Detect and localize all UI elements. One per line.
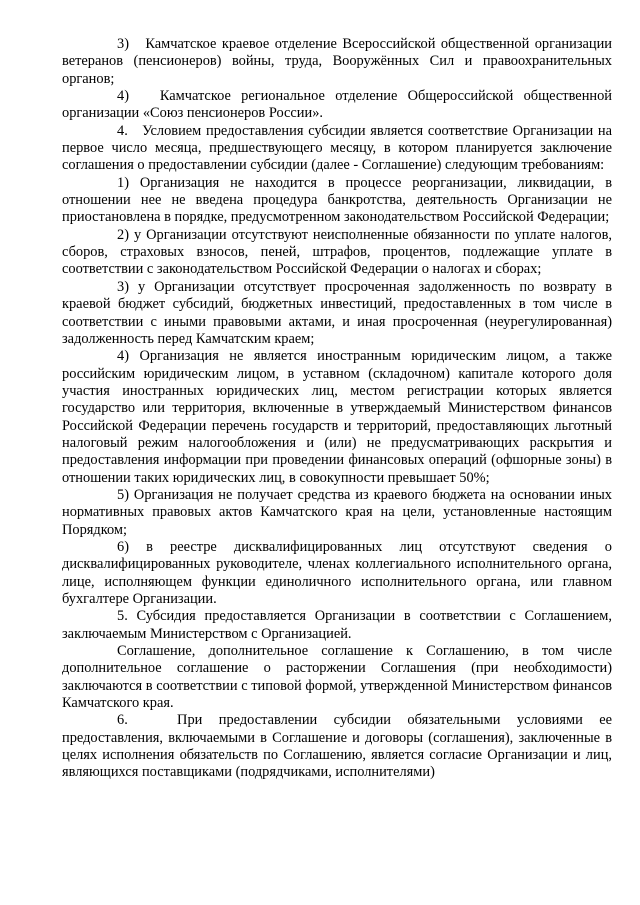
paragraph-requirement-1: 1) Организация не находится в процессе реорганизации, ликвидации, в отношении нее не введена процедура банкротства, деятельность Организации не приостановлена в порядке, предусмотренном законодательством Российской Федерации; — [62, 174, 612, 226]
paragraph-requirement-2: 2) у Организации отсутствуют неисполненные обязанности по уплате налогов, сборов, страховых взносов, пеней, штрафов, процентов, подлежащие уплате в соответствии с законодательством Российской Федерации о налогах и сборах; — [62, 226, 612, 278]
paragraph-clause-5: 5. Субсидия предоставляется Организации в соответствии с Соглашением, заключаемым Министерством с Организацией. — [62, 608, 612, 642]
paragraph-org-veterans: 3) Камчатское краевое отделение Всероссийской общественной организации ветеранов (пенсионеров) войны, труда, Вооружённых Сил и правоохранительных органов; — [62, 36, 612, 87]
paragraph-requirement-5: 5) Организация не получает средства из краевого бюджета на основании иных нормативных правовых актов Камчатского края на цели, установленные настоящим Порядком; — [62, 486, 612, 538]
paragraph-requirement-3: 3) у Организации отсутствует просроченная задолженность по возврату в краевой бюджет субсидий, бюджетных инвестиций, предоставленных в том числе в соответствии с иными правовыми актами, и иная просроченная (неурегулированная) задолженность перед Камчатским краем; — [62, 278, 612, 347]
paragraph-org-pensioners: 4) Камчатское региональное отделение Общероссийской общественной организации «Союз пенсионеров России». — [62, 88, 612, 122]
paragraph-agreement: Соглашение, дополнительное соглашение к Соглашению, в том числе дополнительное соглашение о расторжении Соглашения (при необходимости) заключаются в соответствии с типовой формой, утвержденной Министерством финансов Камчатского края. — [62, 643, 612, 712]
paragraph-requirement-4: 4) Организация не является иностранным юридическим лицом, а также российским юридическим лицом, в уставном (складочном) капитале которого доля участия иностранных юридических лиц, местом регистрации которых является государство или территория, включенные в утверждаемый Министерством финансов Российской Федерации перечень государств и территорий, предоставляющих льготный налоговый режим налогообложения и (или) не предусматривающих раскрытия и предоставления информации при проведении финансовых операций (офшорные зоны) в отношении таких юридических лиц, в совокупности превышает 50%; — [62, 348, 612, 486]
paragraph-requirement-6: 6) в реестре дисквалифицированных лиц отсутствуют сведения о дисквалифицированных руководителе, членах коллегиального исполнительного органа, лице, исполняющем функции единоличного исполнительного органа, или главном бухгалтере Организации. — [62, 538, 612, 607]
paragraph-condition-4: 4. Условием предоставления субсидии является соответствие Организации на первое число месяца, предшествующего месяцу, в котором планируется заключение соглашения о предоставлении субсидии (далее - Соглашение) следующим требованиям: — [62, 122, 612, 174]
paragraph-clause-6: 6. При предоставлении субсидии обязательными условиями ее предоставления, включаемыми в Соглашение и договоры (соглашения), заключенные в целях исполнения обязательств по Соглашению, является согласие Организации и лиц, являющихся поставщиками (подрядчиками, исполнителями) — [62, 712, 612, 781]
